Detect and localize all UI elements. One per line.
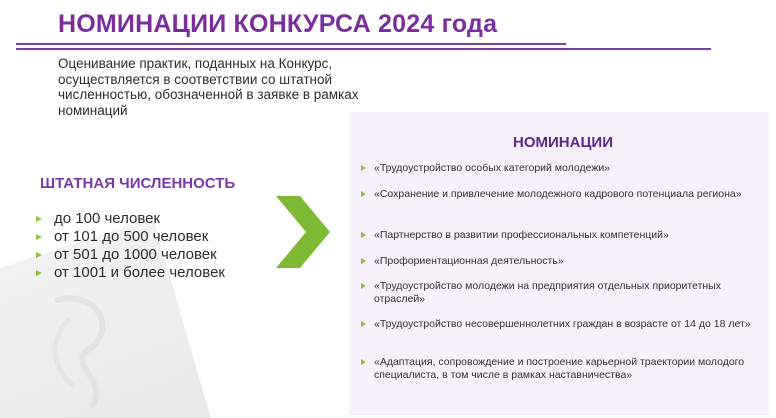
headcount-heading: ШТАТНАЯ ЧИСЛЕННОСТЬ: [40, 175, 236, 192]
nomination-item: «Трудоустройство молодежи на предприятия отдельных приоритетных отраслей»: [361, 280, 761, 318]
nomination-item: «Трудоустройство несовершеннолетних граждан в возрасте от 14 до 18 лет»: [361, 318, 761, 356]
nomination-item: «Партнерство в развитии профессиональных компетенций»: [361, 229, 761, 255]
page-title: НОМИНАЦИИ КОНКУРСА 2024 года: [58, 10, 498, 38]
nomination-item: «Сохранение и привлечение молодежного кадрового потенциала региона»: [361, 188, 761, 229]
title-underline-long: [16, 48, 711, 50]
nomination-item: «Профориентационная деятельность»: [361, 255, 761, 280]
headcount-item: от 101 до 500 человек: [36, 228, 225, 246]
triangle-bullet-icon: [36, 252, 42, 258]
triangle-bullet-icon: [36, 234, 42, 240]
nomination-item: «Трудоустройство особых категорий молодежи»: [361, 162, 761, 188]
triangle-bullet-icon: [361, 191, 366, 197]
title-underline: [16, 43, 566, 45]
nomination-item: «Адаптация, сопровождение и построение карьерной траектории молодого специалиста, в том числе в рамках наставничества»: [361, 356, 761, 386]
decorative-watermark-icon: [38, 290, 128, 410]
intro-text: Оценивание практик, поданных на Конкурс, осуществляется в соответствии со штатной численностью, обозначенной в заявке в рамках номинаций: [58, 56, 359, 118]
triangle-bullet-icon: [36, 216, 42, 222]
headcount-item: до 100 человек: [36, 210, 225, 228]
triangle-bullet-icon: [361, 232, 366, 238]
triangle-bullet-icon: [361, 283, 366, 289]
triangle-bullet-icon: [361, 258, 366, 264]
headcount-list: [36, 210, 225, 282]
nominations-list: [361, 162, 761, 386]
chevron-right-icon: [276, 196, 330, 268]
triangle-bullet-icon: [361, 165, 366, 171]
headcount-item: от 1001 и более человек: [36, 264, 225, 282]
nominations-panel: [349, 112, 769, 415]
triangle-bullet-icon: [361, 359, 366, 365]
triangle-bullet-icon: [361, 321, 366, 327]
headcount-item: от 501 до 1000 человек: [36, 246, 225, 264]
triangle-bullet-icon: [36, 270, 42, 276]
nominations-heading: НОМИНАЦИИ: [513, 134, 613, 151]
